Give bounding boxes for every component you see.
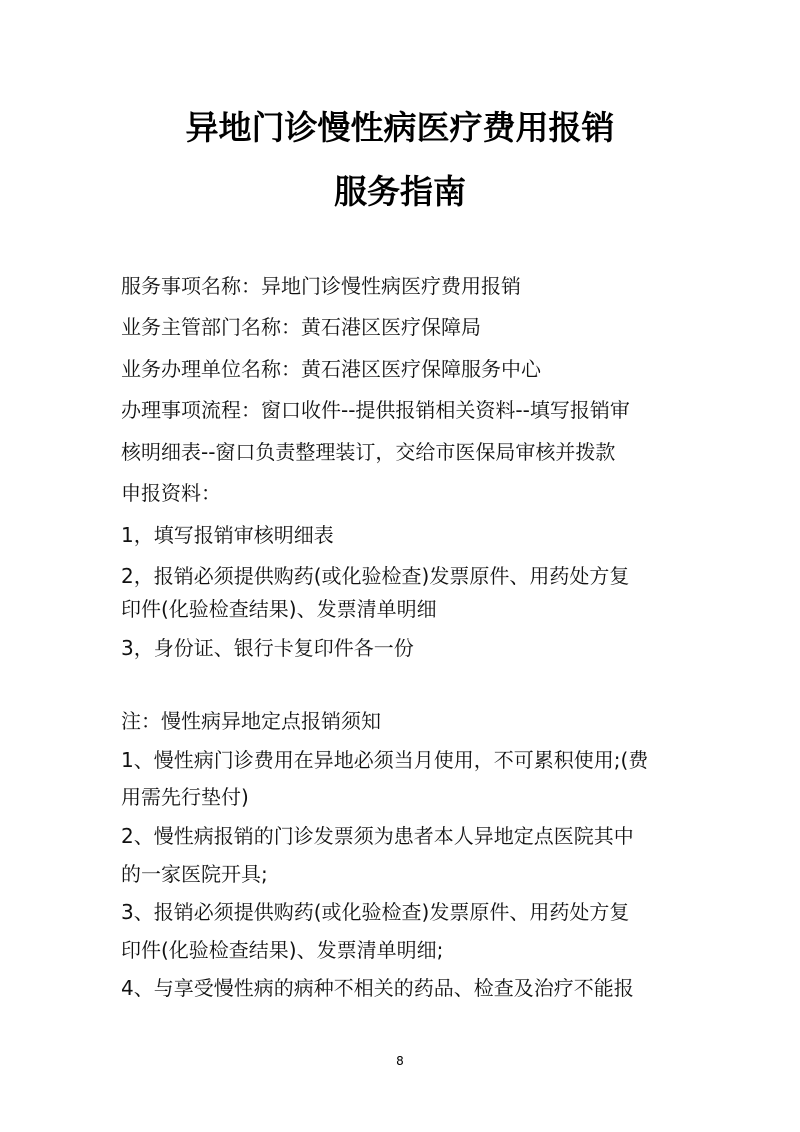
material-item-1: 1，填写报销审核明细表 [121, 523, 334, 547]
note-item-2-line-1: 2、慢性病报销的门诊发票须为患者本人异地定点医院其中 [121, 824, 634, 848]
note-heading: 注：慢性病异地定点报销须知 [121, 709, 381, 733]
materials-heading: 申报资料： [121, 481, 221, 505]
page-number: 8 [396, 1054, 404, 1068]
note-item-2-line-2: 的一家医院开具; [121, 862, 268, 886]
note-item-3-line-2: 印件(化验检查结果)、发票清单明细; [121, 938, 444, 962]
note-item-1-line-2: 用需先行垫付) [121, 785, 249, 809]
material-item-2-line-1: 2，报销必须提供购药(或化验检查)发票原件、用药处方复 [121, 564, 630, 588]
handling-unit: 业务办理单位名称：黄石港区医疗保障服务中心 [121, 357, 541, 381]
process-line-1: 办理事项流程：窗口收件--提供报销相关资料--填写报销审 [121, 398, 630, 422]
material-item-3: 3，身份证、银行卡复印件各一份 [121, 636, 414, 660]
process-line-2: 核明细表--窗口负责整理装订，交给市医保局审核并拨款 [121, 440, 616, 464]
note-item-3-line-1: 3、报销必须提供购药(或化验检查)发票原件、用药处方复 [121, 900, 630, 924]
supervising-department: 业务主管部门名称：黄石港区医疗保障局 [121, 315, 481, 339]
material-item-2-line-2: 印件(化验检查结果)、发票清单明细 [121, 597, 437, 621]
note-item-1-line-1: 1、慢性病门诊费用在异地必须当月使用，不可累积使用;(费 [121, 748, 649, 772]
document-title-line-2: 服务指南 [334, 172, 466, 211]
note-item-4-line-1: 4、与享受慢性病的病种不相关的药品、检查及治疗不能报 [121, 976, 634, 1000]
service-item-name: 服务事项名称：异地门诊慢性病医疗费用报销 [121, 274, 521, 298]
document-title-line-1: 异地门诊慢性病医疗费用报销 [185, 108, 615, 147]
